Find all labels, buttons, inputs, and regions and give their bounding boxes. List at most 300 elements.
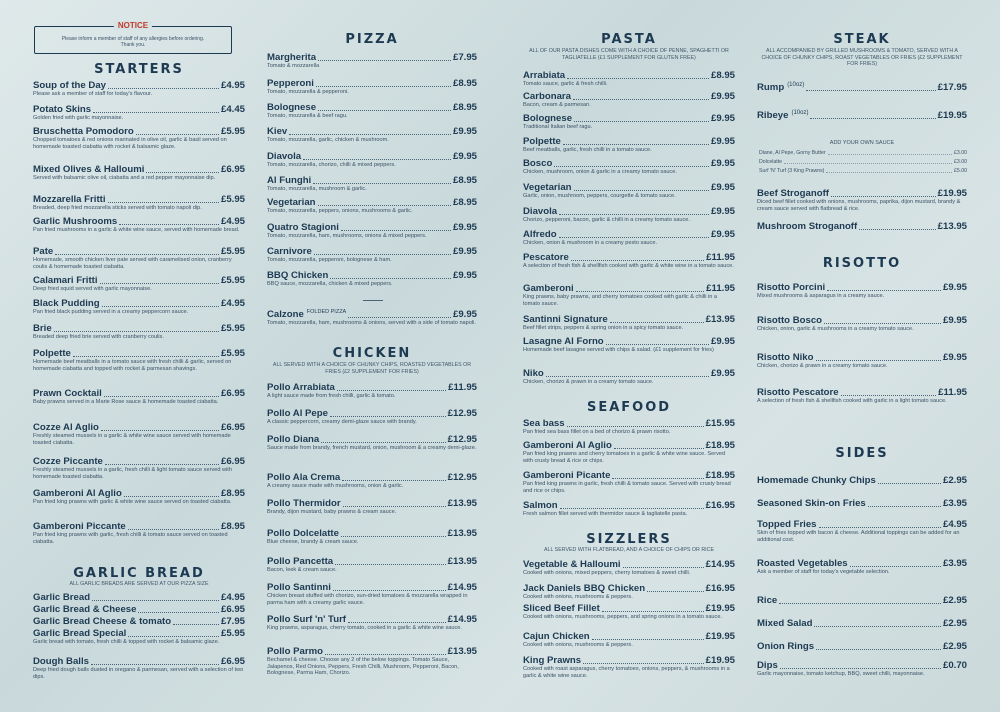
item-name: Diavola: [523, 206, 558, 217]
dot-leader: [878, 483, 941, 484]
dot-leader: [827, 290, 941, 291]
section-title-garlic-bread: GARLIC BREAD: [73, 566, 205, 581]
dot-leader: [826, 167, 952, 173]
sauce-price: £3.00: [954, 150, 967, 156]
item-price: £12.95: [447, 408, 477, 419]
item-description: Served with balsamic olive oil, ciabatta and a red pepper mayonnaise dip.: [33, 175, 216, 181]
item-price: £19.95: [937, 188, 967, 199]
menu-item-pate: [33, 246, 245, 270]
item-price: £9.95: [942, 352, 967, 363]
dot-leader: [108, 202, 219, 203]
dot-leader: [102, 306, 219, 307]
item-name: Mixed Olives & Halloumi: [33, 164, 145, 175]
menu-item-king-prawns: [523, 655, 735, 679]
item-description: Breaded, deep fried mozzarella sticks served with tomato napoli dip.: [33, 205, 202, 211]
item-name: Gamberoni Piccante: [33, 521, 126, 532]
section-subtitle-chicken: ALL SERVED WITH A CHOICE OF CHUNKY CHIPS, ROASTED VEGETABLES OR FRIES (£2 SUPPLEMENT FOR FRIES): [272, 362, 472, 375]
dot-leader: [571, 260, 704, 261]
menu-item-black-pudding: [33, 298, 245, 316]
item-description: Cooked with roast asparagus, cherry tomatoes, onions, peppers, & mushrooms in a garlic & white wine sauce.: [523, 666, 730, 679]
item-price: £7.95: [452, 52, 477, 63]
menu-item-sea-bass: [523, 418, 735, 436]
menu-item-potato-skins: [33, 104, 245, 122]
dot-leader: [348, 622, 446, 623]
pizza-divider: [363, 300, 383, 301]
item-name: Sliced Beef Fillet: [523, 603, 600, 614]
item-name: Pollo Surf 'n' Turf: [267, 614, 346, 625]
dot-leader: [610, 322, 704, 323]
dot-leader: [55, 254, 219, 255]
dot-leader: [612, 478, 703, 479]
dot-leader: [574, 121, 709, 122]
item-name: Homemade Chunky Chips: [757, 475, 876, 486]
item-name: Gamberoni Picante: [523, 470, 611, 481]
menu-item-alfredo: [523, 229, 735, 247]
item-price: £6.95: [220, 656, 245, 667]
item-description: Mixed mushrooms & asparagus in a creamy sauce.: [757, 293, 885, 299]
section-title-pasta: PASTA: [601, 32, 657, 47]
menu-item-niko: [523, 368, 735, 386]
menu-item-rice: [757, 595, 967, 606]
item-name: Gamberoni: [523, 283, 574, 294]
dot-leader: [868, 506, 941, 507]
menu-item-homemade-chunky-chips: [757, 475, 967, 486]
item-price: £3.95: [942, 498, 967, 509]
menu-item-pollo-parmo: [267, 646, 477, 677]
item-name: Bosco: [523, 158, 553, 169]
dot-leader: [560, 508, 704, 509]
menu-item-polpette: [33, 348, 245, 372]
sauce-name: Dolcelatte: [759, 159, 783, 165]
item-description: A light sauce made from fresh chilli, garlic & tomato.: [267, 393, 396, 399]
sauce-option: [759, 167, 967, 176]
dot-leader: [92, 600, 219, 601]
item-name: Risotto Pescatore: [757, 387, 839, 398]
item-description: Freshly steamed mussels in a garlic & white wine sauce served with homemade toasted ciabatta.: [33, 433, 231, 446]
menu-item-bbq-chicken: [267, 270, 477, 288]
dot-leader: [333, 590, 446, 591]
dot-leader: [314, 254, 451, 255]
item-description: Pan fried mushrooms in a garlic & white wine sauce, served with homemade bread.: [33, 227, 240, 233]
dot-leader: [546, 376, 709, 377]
item-name: Pollo Parmo: [267, 646, 323, 657]
menu-item-prawn-cocktail: [33, 388, 245, 406]
dot-leader: [318, 110, 451, 111]
item-price: £6.95: [220, 164, 245, 175]
menu-item-onion-rings: [757, 641, 967, 652]
item-price: £16.95: [705, 500, 735, 511]
item-name: Soup of the Day: [33, 80, 107, 91]
menu-item-risotto-porcini: [757, 282, 967, 300]
dot-leader: [330, 416, 446, 417]
item-name: Pescatore: [523, 252, 569, 263]
menu-item-mushroom-stroganoff: [757, 221, 967, 232]
dot-leader: [592, 639, 704, 640]
item-price: £5.95: [220, 323, 245, 334]
dot-leader: [614, 448, 704, 449]
notice-text: Please inform a member of staff of any allergies before ordering. Thank you.: [61, 36, 205, 48]
item-description: Bacon, cream & parmesan.: [523, 102, 591, 108]
dot-leader: [341, 536, 446, 537]
menu-item-bolognese: [267, 102, 477, 120]
section-title-risotto: RISOTTO: [822, 256, 902, 271]
menu-item-santinni-signature: [523, 314, 735, 332]
dot-leader: [573, 99, 709, 100]
item-price: £4.95: [220, 298, 245, 309]
item-price: £9.95: [710, 91, 735, 102]
menu-item-calamari-fritti: [33, 275, 245, 293]
item-price: £3.95: [942, 558, 967, 569]
section-subtitle-sizzlers: ALL SERVED WITH FLATBREAD, AND A CHOICE OF CHIPS OR RICE: [543, 547, 715, 553]
section-title-sizzlers: SIZZLERS: [586, 532, 672, 547]
dot-leader: [124, 496, 219, 497]
menu-item-kiev: [267, 126, 477, 144]
menu-item-calzone: Calzone FOLDED PIZZA £9.95 Tomato, mozzarella, ham, mushrooms & onions, served with a side of tomato napoli.: [267, 309, 477, 326]
item-price: £9.95: [452, 270, 477, 281]
dot-leader: [343, 506, 446, 507]
menu-item-dips: [757, 660, 967, 678]
menu-item-vegetarian: [267, 197, 477, 215]
item-price: £13.95: [705, 314, 735, 325]
sauce-name: Surf 'N' Turf (3 King Prawns): [759, 168, 825, 174]
item-description: Skin of fries topped with bacon & cheese. Additional toppings can be added for an additional cost.: [757, 530, 960, 543]
section-subtitle-garlic-bread: ALL GARLIC BREADS ARE SERVED AT OUR PIZZA SIZE: [69, 581, 209, 587]
dot-leader: [647, 591, 704, 592]
dot-leader: [554, 166, 709, 167]
dot-leader: [623, 567, 704, 568]
item-description: Please ask a member of staff for today's flavour.: [33, 91, 153, 97]
item-name: Cozze Piccante: [33, 456, 103, 467]
item-description: Traditional Italian beef ragu.: [523, 124, 593, 130]
item-description: Tomato, mozzarella & beef ragu.: [267, 113, 348, 119]
item-description: Chorizo, pepperoni, bacon, garlic & chilli in a creamy tomato sauce.: [523, 217, 690, 223]
menu-item-sliced-beef-fillet: [523, 603, 735, 621]
item-description: Pan fried king prawns with garlic, fresh chilli & tomato sauce served on toasted ciabatta.: [33, 532, 228, 545]
item-description: Golden fried with garlic mayonnaise.: [33, 115, 124, 121]
item-description: Deep fried squid served with garlic mayonnaise.: [33, 286, 152, 292]
item-description: King prawns, baby prawns, and cherry tomatoes cooked with garlic & chilli in a tomato sauce.: [523, 294, 718, 307]
item-name: Niko: [523, 368, 544, 379]
item-name: Bruschetta Pomodoro: [33, 126, 134, 137]
menu-item-carnivore: [267, 246, 477, 264]
item-name: Al Funghi: [267, 175, 312, 186]
dot-leader: [318, 205, 451, 206]
item-price: £12.95: [447, 472, 477, 483]
item-price: £9.95: [942, 282, 967, 293]
menu-item-pollo-arrabiata: [267, 382, 477, 400]
menu-item-gamberoni-piccante: [33, 521, 245, 545]
menu-item-gamberoni-picante: [523, 470, 735, 494]
item-name: Gamberoni Al Aglio: [523, 440, 612, 451]
dot-leader: [321, 442, 445, 443]
dot-leader: [93, 112, 219, 113]
item-description: Pan fried king prawns with garlic & white wine sauce served on toasted ciabatta.: [33, 499, 232, 505]
dot-leader: [128, 636, 219, 637]
item-description: Pan fried sea bass fillet on a bed of chorizo & prawn risotto.: [523, 429, 671, 435]
item-price: £13.95: [447, 528, 477, 539]
item-name: Pollo Ala Crema: [267, 472, 341, 483]
menu-item-ribeye: [757, 108, 967, 121]
item-description: Pan fried black pudding served in a creamy peppercorn sauce.: [33, 309, 189, 315]
item-price: £4.95: [220, 80, 245, 91]
menu-item-polpette: [523, 136, 735, 154]
item-name: Roasted Vegetables: [757, 558, 848, 569]
dot-leader: [104, 396, 219, 397]
item-description: A classic peppercorn, creamy demi-glaze sauce with brandy.: [267, 419, 417, 425]
menu-item-gamberoni: [523, 283, 735, 307]
menu-item-pollo-pancetta: [267, 556, 477, 574]
item-description: Diced beef fillet cooked with onions, mushrooms, paprika, dijon mustard, brandy & cream sauce served with flatbread & rice.: [757, 199, 961, 212]
item-price: £13.95: [447, 556, 477, 567]
menu-item-pollo-thermidor: [267, 498, 477, 516]
menu-item-cozze-al-aglio: [33, 422, 245, 446]
dot-leader: [128, 529, 219, 530]
item-price: £8.95: [452, 175, 477, 186]
item-price: £5.95: [220, 628, 245, 639]
item-price: £9.95: [710, 158, 735, 169]
item-name: Bolognese: [523, 113, 573, 124]
item-name: Mixed Salad: [757, 618, 813, 629]
menu-item-al-funghi: [267, 175, 477, 193]
item-name: Kiev: [267, 126, 288, 137]
item-name: Garlic Bread: [33, 592, 91, 603]
menu-item-risotto-bosco: [757, 315, 967, 333]
dot-leader: [91, 664, 219, 665]
item-description: Homemade, smooth chicken liver pate served with caramelised onion, cranberry coulis & homemade toasted ciabatta.: [33, 257, 232, 270]
item-price: £8.95: [452, 78, 477, 89]
item-price: £4.45: [220, 104, 245, 115]
item-description: Homemade beef meatballs in a tomato sauce with fresh chilli & garlic, served on homemade ciabatta and topped with rocket & parmesan shavings.: [33, 359, 232, 372]
section-title-chicken: CHICKEN: [332, 346, 412, 361]
item-description: Sauce made from brandy, french mustard, onion, mushroom & a creamy demi-glaze.: [267, 445, 477, 451]
menu-item-diavola: [523, 206, 735, 224]
item-name: Pollo Thermidor: [267, 498, 341, 509]
dot-leader: [342, 480, 445, 481]
item-price: £5.95: [220, 275, 245, 286]
item-price: £9.95: [942, 315, 967, 326]
section-title-steak: STEAK: [833, 32, 891, 47]
dot-leader: [780, 668, 941, 669]
item-name: Pollo Arrabiata: [267, 382, 335, 393]
menu-item-margherita: [267, 52, 477, 70]
menu-item-quatro-stagioni: [267, 222, 477, 240]
dot-leader: [146, 172, 219, 173]
dot-leader: [108, 88, 219, 89]
item-name: Onion Rings: [757, 641, 815, 652]
item-description: Tomato, mozzarella, garlic, chicken & mushroom.: [267, 137, 389, 143]
menu-item-gamberoni-al-aglio: [523, 440, 735, 464]
menu-item-vegetable-halloumi: [523, 559, 735, 577]
item-price: £19.95: [705, 631, 735, 642]
menu-item-topped-fries: [757, 519, 967, 543]
item-description: Cooked with onions, mushrooms & peppers.: [523, 642, 633, 648]
menu-item-pollo-diana: [267, 434, 477, 452]
menu-item-brie: [33, 323, 245, 341]
section-subtitle-steak: ALL ACCOMPANIED BY GRILLED MUSHROOMS & TOMATO, SERVED WITH A CHOICE OF CHUNKY CHIPS, ROAST VEGETABLES OR FRIES (£2 SUPPLEMENT FOR FRIES): [761, 48, 963, 67]
item-price: £6.95: [220, 388, 245, 399]
menu-item-carbonara: [523, 91, 735, 109]
item-price: £4.95: [220, 216, 245, 227]
item-price: £9.95: [710, 368, 735, 379]
item-price: £14.95: [447, 582, 477, 593]
sauce-option: [759, 149, 967, 158]
menu-item-pollo-ala-crema: [267, 472, 477, 490]
menu-item-cozze-piccante: [33, 456, 245, 480]
item-name: Mushroom Stroganoff: [757, 221, 858, 232]
item-price: £13.95: [447, 646, 477, 657]
column-pizza: [267, 0, 477, 712]
item-price: £19.95: [937, 110, 967, 121]
dot-leader: [828, 149, 952, 155]
calzone-tag: FOLDED PIZZA: [306, 309, 347, 315]
item-price: £11.95: [938, 387, 967, 398]
item-price: £15.95: [705, 418, 735, 429]
item-name: Ribeye: [757, 110, 789, 121]
dot-leader: [824, 323, 941, 324]
item-name: Dips: [757, 660, 778, 671]
item-price: £9.95: [710, 113, 735, 124]
section-title-sides: SIDES: [835, 446, 889, 461]
menu-item-salmon: [523, 500, 735, 518]
menu-item-garlic-bread-special: [33, 628, 245, 646]
item-name: Rump: [757, 82, 785, 93]
sauce-price: £5.00: [954, 168, 967, 174]
menu-item-garlic-bread-cheese-tomato: [33, 616, 245, 627]
item-price: £6.95: [220, 422, 245, 433]
item-price: £18.95: [705, 470, 735, 481]
item-description: Tomato, mozzarella, chorizo, chilli & mixed peppers.: [267, 162, 396, 168]
item-price: £4.95: [942, 519, 967, 530]
item-price: £5.95: [220, 126, 245, 137]
sauce-name: Diane, Al Pepe, Gorny Butter: [759, 150, 826, 156]
item-name: Cajun Chicken: [523, 631, 590, 642]
sauce-option: [759, 158, 967, 167]
section-title-pizza: PIZZA: [345, 32, 399, 47]
item-name: Risotto Niko: [757, 352, 814, 363]
dot-leader: [567, 78, 709, 79]
item-description: Tomato & mozzarella: [267, 63, 320, 69]
dot-leader: [816, 360, 941, 361]
item-price: £14.95: [705, 559, 735, 570]
item-price: £4.95: [220, 592, 245, 603]
item-price: £14.95: [447, 614, 477, 625]
item-description: Beef meatballs, garlic, fresh chilli in a tomato sauce.: [523, 147, 652, 153]
menu-item-beef-stroganoff: [757, 188, 967, 212]
item-price: £9.95: [710, 136, 735, 147]
dot-leader: [559, 214, 709, 215]
item-price: £16.95: [705, 583, 735, 594]
item-description: Bechamel & cheese. Choose any 2 of the below toppings. Tomato Sauce, Jalapenos, Red Onions, Peppers, Fresh Chilli, Mushroom, Pepperoni, Bacon, Bolognese, Parma Ham, Chorizo.: [267, 657, 459, 677]
dot-leader: [859, 229, 935, 230]
item-description: BBQ sauce, mozzarella, chicken & mixed peppers.: [267, 281, 393, 287]
item-weight: (10oz): [787, 82, 805, 88]
item-price: £9.95: [710, 182, 735, 193]
item-description: Tomato, mozzarella, peppers, onions, mushrooms & garlic.: [267, 208, 413, 214]
item-description: Chicken, onion, garlic & mushrooms in a creamy tomato sauce.: [757, 326, 914, 332]
item-name: Pollo Dolcelatte: [267, 528, 339, 539]
item-description: A selection of fresh fish & shellfish cooked with garlic in a light tomato sauce.: [757, 398, 947, 404]
item-name: Pate: [33, 246, 54, 257]
item-description: King prawns, asparagus, cherry tomato, cooked in a garlic & white wine sauce.: [267, 625, 462, 631]
menu-item-pollo-santinni: [267, 582, 477, 606]
item-description: Chicken breast stuffed with chorizo, sun-dried tomatoes & mozzarella wrapped in parma ham with a creamy garlic sauce.: [267, 593, 468, 606]
item-name: Topped Fries: [757, 519, 817, 530]
menu-item-pescatore: [523, 252, 735, 270]
menu-item-garlic-mushrooms: [33, 216, 245, 234]
item-name: Margherita: [267, 52, 317, 63]
item-name: Alfredo: [523, 229, 557, 240]
item-weight: (10oz): [791, 110, 809, 116]
item-price: £7.95: [220, 616, 245, 627]
item-description: Tomato, mozzarella & pepperoni.: [267, 89, 349, 95]
dot-leader: [330, 278, 451, 279]
item-description: Tomato, mozzarella, ham, mushrooms, onions & mixed peppers.: [267, 233, 427, 239]
item-name: Black Pudding: [33, 298, 100, 309]
dot-leader: [313, 183, 451, 184]
item-name: Vegetarian: [267, 197, 316, 208]
section-title-seafood: SEAFOOD: [586, 400, 672, 415]
dot-leader: [606, 344, 709, 345]
dot-leader: [567, 426, 704, 427]
item-description: Pan fried king prawns and cherry tomatoes in a garlic & white wine sauce. Served with crusty bread & rice or chips.: [523, 451, 726, 464]
item-price: £6.95: [220, 456, 245, 467]
item-price: £11.95: [706, 283, 735, 294]
item-name: Salmon: [523, 500, 558, 511]
item-name: Polpette: [523, 136, 561, 147]
item-name: Lasagne Al Forno: [523, 336, 604, 347]
item-price: £18.95: [705, 440, 735, 451]
item-name: Arrabiata: [523, 70, 566, 81]
item-price: £9.95: [452, 222, 477, 233]
menu-item-pollo-surf-n-turf: [267, 614, 477, 632]
item-price: £8.95: [220, 488, 245, 499]
item-price: £17.95: [937, 82, 967, 93]
section-subtitle-pasta: ALL OF OUR PASTA DISHES COME WITH A CHOICE OF PENNE, SPAGHETTI OR TAGLIATELLE (£1 SUPPLEMENT FOR GLUTEN FREE): [529, 48, 729, 61]
dot-leader: [814, 626, 941, 627]
dot-leader: [563, 144, 709, 145]
item-price: £6.95: [220, 604, 245, 615]
item-description: Blue cheese, brandy & cream sauce.: [267, 539, 359, 545]
menu-item-jack-daniels-bbq-chicken: [523, 583, 735, 601]
item-description: Baby prawns served in a Marie Rose sauce & homemade toasted ciabatta.: [33, 399, 219, 405]
menu-item-garlic-bread: [33, 592, 245, 603]
item-price: £5.95: [220, 348, 245, 359]
menu-item-risotto-pescatore: [757, 387, 967, 405]
item-price: £9.95: [710, 206, 735, 217]
item-name: Potato Skins: [33, 104, 92, 115]
dot-leader: [119, 224, 219, 225]
dot-leader: [602, 611, 704, 612]
item-name: Garlic Bread & Cheese: [33, 604, 137, 615]
dot-leader: [138, 612, 219, 613]
menu-item-cajun-chicken: [523, 631, 735, 649]
dot-leader: [576, 291, 705, 292]
item-name: Polpette: [33, 348, 71, 359]
item-description: Freshly steamed mussels in a garlic, fresh chilli & light tomato sauce served with homemade toasted ciabatta.: [33, 467, 232, 480]
dot-leader: [784, 158, 952, 164]
item-description: Garlic mayonnaise, tomato ketchup, BBQ, sweet chilli, mayonnaise.: [757, 671, 925, 677]
item-name: Diavola: [267, 151, 302, 162]
item-name: Sea bass: [523, 418, 565, 429]
item-name: BBQ Chicken: [267, 270, 329, 281]
item-name: Dough Balls: [33, 656, 89, 667]
item-price: £8.95: [710, 70, 735, 81]
item-description: Deep fried dough balls dusted in oregano & parmesan, served with a selection of two dips.: [33, 667, 244, 680]
dot-leader: [810, 118, 935, 119]
item-name: Garlic Bread Cheese & tomato: [33, 616, 172, 627]
dot-leader: [303, 159, 451, 160]
item-description: Chicken, onion & mushroom in a creamy pesto sauce.: [523, 240, 658, 246]
